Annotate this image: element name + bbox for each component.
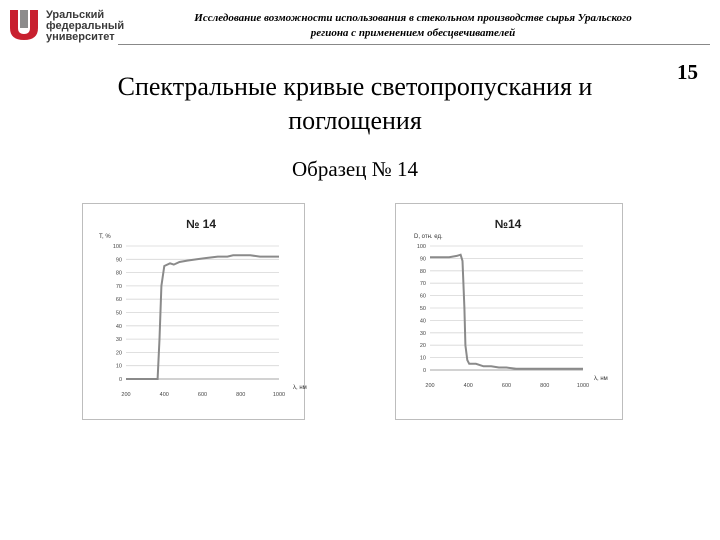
chart1-xtick-label: 600 xyxy=(501,383,512,389)
chart0-ytick-label: 30 xyxy=(115,337,122,344)
chart0-xtick-label: 200 xyxy=(121,392,131,398)
chart0-ytick-label: 90 xyxy=(115,257,122,264)
logo-line-3: университет xyxy=(46,31,115,43)
page-number: 15 xyxy=(677,60,698,84)
chart0-ytick-label: 60 xyxy=(115,297,122,304)
chart0-xtick-label: 400 xyxy=(159,392,169,398)
logo-text xyxy=(46,10,124,43)
absorption-chart-svg xyxy=(396,204,622,419)
chart1-title: №14 xyxy=(494,217,522,231)
transmission-chart xyxy=(82,203,305,420)
chart1-series-line xyxy=(430,255,583,369)
chart1-ytick-label: 60 xyxy=(419,293,426,300)
chart0-xtick-label: 1000 xyxy=(272,392,286,398)
chart1-xtick-label: 200 xyxy=(425,383,435,389)
chart1-xtick-label: 400 xyxy=(463,383,473,389)
chart1-ylabel: D, отн. ед. xyxy=(414,234,443,240)
chart0-ytick-label: 50 xyxy=(115,310,122,317)
chart0-title: № 14 xyxy=(185,217,217,231)
chart0-xlabel: λ, нм xyxy=(293,385,307,391)
chart1-ytick-label: 90 xyxy=(419,256,426,263)
logo-line-1: Уральский xyxy=(46,9,105,21)
chart1-ytick-label: 30 xyxy=(419,330,426,337)
chart1-ytick-label: 10 xyxy=(419,355,426,362)
chart1-ytick-label: 50 xyxy=(419,306,426,312)
ural-logo-icon xyxy=(6,6,42,42)
header-line-2: региона с применением обесцвечивателей xyxy=(310,27,516,39)
chart1-xlabel: λ, нм xyxy=(594,376,608,382)
chart0-ylabel: T, % xyxy=(99,234,111,240)
chart0-xtick-label: 600 xyxy=(197,392,208,398)
chart1-xtick-label: 800 xyxy=(540,383,550,389)
chart1-ytick-label: 0 xyxy=(422,368,426,374)
chart0-series-line xyxy=(126,255,279,379)
chart0-xtick-label: 800 xyxy=(236,392,246,398)
absorption-chart xyxy=(395,203,623,420)
chart1-ytick-label: 40 xyxy=(419,318,426,325)
chart1-xtick-label: 1000 xyxy=(576,383,590,389)
slide-header xyxy=(118,11,708,41)
chart0-ytick-label: 20 xyxy=(115,350,122,357)
chart1-ytick-label: 20 xyxy=(419,343,426,350)
chart0-ytick-label: 70 xyxy=(115,283,122,290)
chart1-ytick-label: 100 xyxy=(416,244,426,250)
title-line-2: поглощения xyxy=(288,106,422,135)
transmission-chart-svg xyxy=(83,204,307,419)
sample-label: Образец № 14 xyxy=(291,157,419,181)
chart0-ytick-label: 0 xyxy=(118,377,122,383)
title-line-1: Спектральные кривые светопропускания и xyxy=(117,72,593,101)
chart0-ytick-label: 80 xyxy=(115,270,122,277)
chart0-ytick-label: 10 xyxy=(115,363,122,370)
logo-line-2: федеральный xyxy=(46,20,125,32)
chart0-ytick-label: 40 xyxy=(115,323,122,330)
header-divider xyxy=(118,44,710,45)
chart1-ytick-label: 70 xyxy=(419,281,426,288)
chart1-ytick-label: 80 xyxy=(419,268,426,275)
slide-title xyxy=(70,70,640,138)
header-line-1: Исследование возможности использования в стекольном производстве сырья Уральского xyxy=(194,12,632,24)
chart0-ytick-label: 100 xyxy=(112,244,122,250)
university-logo xyxy=(6,6,125,44)
